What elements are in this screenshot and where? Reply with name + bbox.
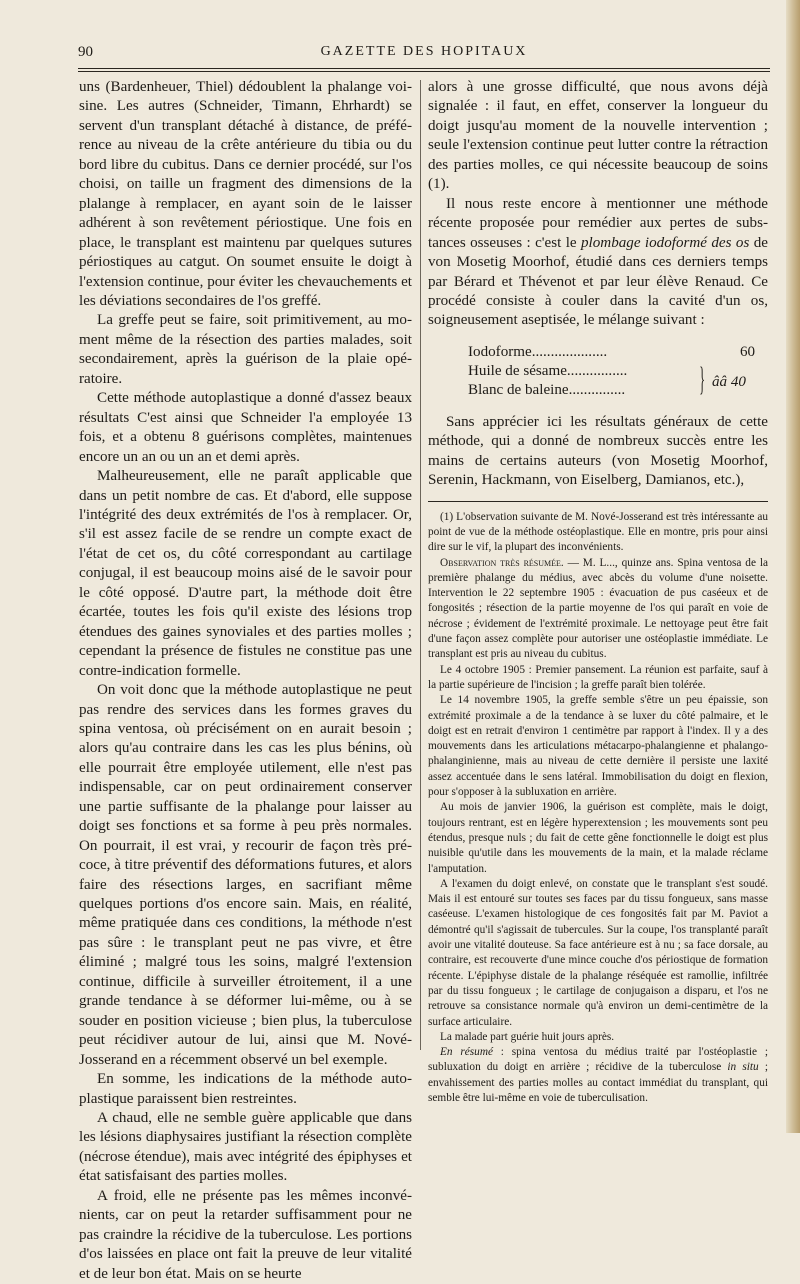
book-spine-edge: [786, 0, 800, 1133]
footnote: Le 14 novembre 1905, la greffe semble s'être un peu épaissie, son extrémité proximale a de la tendance à se luxer du côté palmaire, et le doigt est en retrait d'environ 1 centimètre par rapport à l'index. Il y a des mouvements dans les articulations métacarpo-phalangienne et phalango-phalanginienne, mais au niveau de cette dernière il persiste une laxité assez accentuée dans le sens latéral. Immobilisation du doigt en flexion, pour s'opposer à la subluxation en arrière.: [428, 694, 768, 799]
footnote: A l'examen du doigt enlevé, on constate que le transplant s'est soudé. Mais il est entouré sur toutes ses faces par du tissu fongueux, sans masse caséeuse. L'examen histologique de ces fongosités fait par M. Paviot a démontré qu'il s'agissait de tubercules. Sur la coupe, l'os transplanté paraît avoir une vitalité douteuse. Sa face antérieure est à nu ; sa face dorsale, au contraire, est recouverte d'une mince couche d'os périostique de formation récente. L'épiphyse distale de la phalange réséquée est ramollie, infiltrée par du tissu fongueux ; le cartilage de conjugaison a disparu, et l'os ne retrouve sa consistance normale qu'à environ un demi-centimètre de la surface articulaire.: [428, 877, 768, 1028]
running-title: GAZETTE DES HOPITAUX: [320, 44, 528, 59]
observation-label: Observation très résumée.: [440, 556, 564, 569]
footnote: [428, 1045, 768, 1106]
footnote: (1) L'observation suivante de M. Nové-Josserand est très intéressante au point de vue de la méthode ostéoplastique. Elle en montre, pris pour ainsi dire sur le vif, la plupart des inconvénients.: [428, 510, 768, 554]
paragraph: [428, 195, 768, 331]
paragraph: Malheureusement, elle ne paraît applicable que dans un petit nombre de cas. Et d'abord, elle suppose l'intégrité des deux extrémités de l'os à remplacer. Or, s'il est assez facile de se rendre un compte exact de l'état de cet os, du côté correspondant au cartilage conjugal, il est beaucoup moins aisé de le savoir pour le côté opposé. D'autre part, la méthode doit être écartée, toutes les fois qu'il existe des lésions trop étendues des gaines synoviales et des parties molles ; cependant la présence de fistules ne constitue pas une contre-indication formelle.: [79, 468, 412, 679]
summary-label: En résumé: [440, 1046, 493, 1059]
footnote-rule: [428, 501, 768, 502]
right-column: [428, 78, 768, 1106]
footnote: [428, 556, 768, 663]
recipe-quantity: 60: [740, 343, 756, 360]
paragraph: On voit donc que la méthode autoplastique ne peut pas rendre des services dans les formes graves du spina ventosa, où précisément on en aurait besoin ; alors qu'au contraire dans les cas les plus bénins, où elle pourrait être employée utilement, elle n'est pas indispensable, car on peut ordinairement conserver une partie suffisante de la phalange pour laisser au doigt ses fonctions et sa forme à peu près normales. On pourrait, il est vrai, y recourir de façon très précoce, à titre préventif des déformations futures, et alors faire des résections larges, en sacrifiant même quelques portions d'os encore sain. Mais, en réalité, même pratiquée dans ces conditions, la méthode n'est pas sûre : le transplant peut ne pas vivre, et être éliminé ; malgré tous les soins, malgré l'extension continue, difficile à surveiller étroitement, il a une grande tendance à se déformer lui-même, ou à se souder en position vicieuse ; bien plus, la tuberculose peut récidiver autour de lui, ainsi que M. Nové-Josserand en a récemment observé un bel exemple.: [79, 682, 412, 1068]
summary-italic: in situ: [727, 1061, 759, 1074]
paragraph: uns (Bardenheuer, Thiel) dédoublent la phalange voisine. Les autres (Schneider, Timann, Ehrhardt) se servent d'un transplant détaché à distance, de préférence au niveau de la crête antérieure du tibia ou du bord libre du cubitus. Dans ce dernier procédé, sur l'os choisi, on taille un fragment des dimensions de la plalange à remplacer, en ayant soin de le laisser adhérent à son revêtement périostique. Une fois en place, le transplant est maintenu par quelques sutures périostiques au catgut. On soumet ensuite le doigt à l'extension continue, pour éviter les chevauchements et les déviations secondaires de l'os greffé.: [79, 79, 412, 309]
header-rule-bottom: [78, 71, 770, 72]
footnote: Au mois de janvier 1906, la guérison est complète, mais le doigt, toujours rentrant, est en légère hyperextension ; les mouvements sont peu étendus, presque nuls ; du fait de cette gêne fonctionnelle le doigt est plus nuisible qu'utile dans les mouvements de la main, et la malade réclame l'amputation.: [428, 801, 768, 875]
paragraph: A chaud, elle ne semble guère applicable que dans les lésions diaphysaires justifiant la résection complète (nécrose étendue), mais avec intégrité des épiphyses et état satisfaisant des parties molles.: [79, 1110, 412, 1185]
recipe-shared-quantity: ââ 40: [712, 373, 746, 390]
paragraph-text: Il nous reste encore à mentionner une méthode récente proposée pour remédier aux pertes de substances osseuses : c'est le: [428, 195, 768, 251]
paragraph: La greffe peut se faire, soit primitivement, au moment même de la résection des parties malades, soit secondairement, après la guérison de la plaie opératoire.: [79, 312, 412, 387]
left-column: [79, 78, 412, 1284]
paragraph: Cette méthode autoplastique a donné d'assez beaux résultats C'est ainsi que Schneider l'a employée 13 fois, et a obtenu 8 guérisons complètes, maintenues encore un an ou un an et demi après.: [79, 390, 412, 465]
footnote-text: — M. L..., quinze ans. Spina ventosa de la première phalange du médius, avec abcès du volume d'une noisette. Intervention le 22 septembre 1905 : évacuation de pus caséeux et de fongosités ; résection de la partie moyenne de l'os qui paraît en voie de nécrose ; évidement de l'extrémité proximale. Le nettoyage peut être fait d'une façon assez complète pour autoriser une ostéoplastie immédiate. Le transplant est pris au niveau du cubitus.: [428, 556, 768, 661]
paragraph-text: de von Mosetig Moorhof, étudié dans ces derniers temps par Bérard et Thévenot et par leur élève Renaud. Ce procédé consiste à couler dans la cavité d'un os, soigneusement aseptisée, le mélange suivant :: [428, 234, 768, 329]
method-name: plombage iodoformé des os: [581, 234, 750, 251]
footnotes: [428, 510, 768, 1107]
footnote-text: ; envahissement des parties molles au contact immédiat du transplant, qui semble être lui-même en voie de tuberculisation.: [428, 1061, 769, 1104]
paragraph: Sans apprécier ici les résultats généraux de cette méthode, qui a donné de nombreux succès entre les mains de certains auteurs (von Mosetig Moorhof, Serenin, Hackmann, von Eiselberg, Damianos, etc.),: [428, 413, 768, 489]
footnote: Le 4 octobre 1905 : Premier pansement. La réunion est parfaite, sauf à la partie supérieure de l'incision ; la greffe paraît bien tolérée.: [428, 663, 768, 691]
page-header: [78, 44, 770, 68]
paragraph: En somme, les indications de la méthode autoplastique paraissent bien restreintes.: [79, 1071, 412, 1107]
column-divider: [420, 80, 421, 1050]
footnote: La malade part guérie huit jours après.: [440, 1030, 615, 1043]
recipe-table: [428, 343, 768, 403]
footnote-text: : spina ventosa du médius traité par l'ostéoplastie ; subluxation du doigt en arrière ; récidive de la tuberculose: [428, 1046, 768, 1074]
recipe-item: Blanc de baleine...............: [468, 381, 626, 398]
page-number: 90: [78, 44, 93, 60]
recipe-item: Iodoforme....................: [468, 343, 608, 360]
paragraph: alors à une grosse difficulté, que nous avons déjà signalée : il faut, en effet, conserver la longueur du doigt jusqu'au moment de la nouvelle intervention ; seule l'extension continue peut lutter contre la rétraction des parties molles, ce qui nécessite beaucoup de soins (1).: [428, 79, 768, 193]
brace-glyph: }: [699, 360, 706, 398]
paragraph: A froid, elle ne présente pas les mêmes inconvénients, car on peut la retarder suffisamment pour ne pas craindre la récidive de la tuberculose. Les portions d'os laissées en place ont fait la preuve de leur vitalité et de leur bon état. Mais on se heurte: [79, 1187, 412, 1282]
header-rule-top: [78, 68, 770, 69]
recipe-item: Huile de sésame................: [468, 362, 628, 379]
